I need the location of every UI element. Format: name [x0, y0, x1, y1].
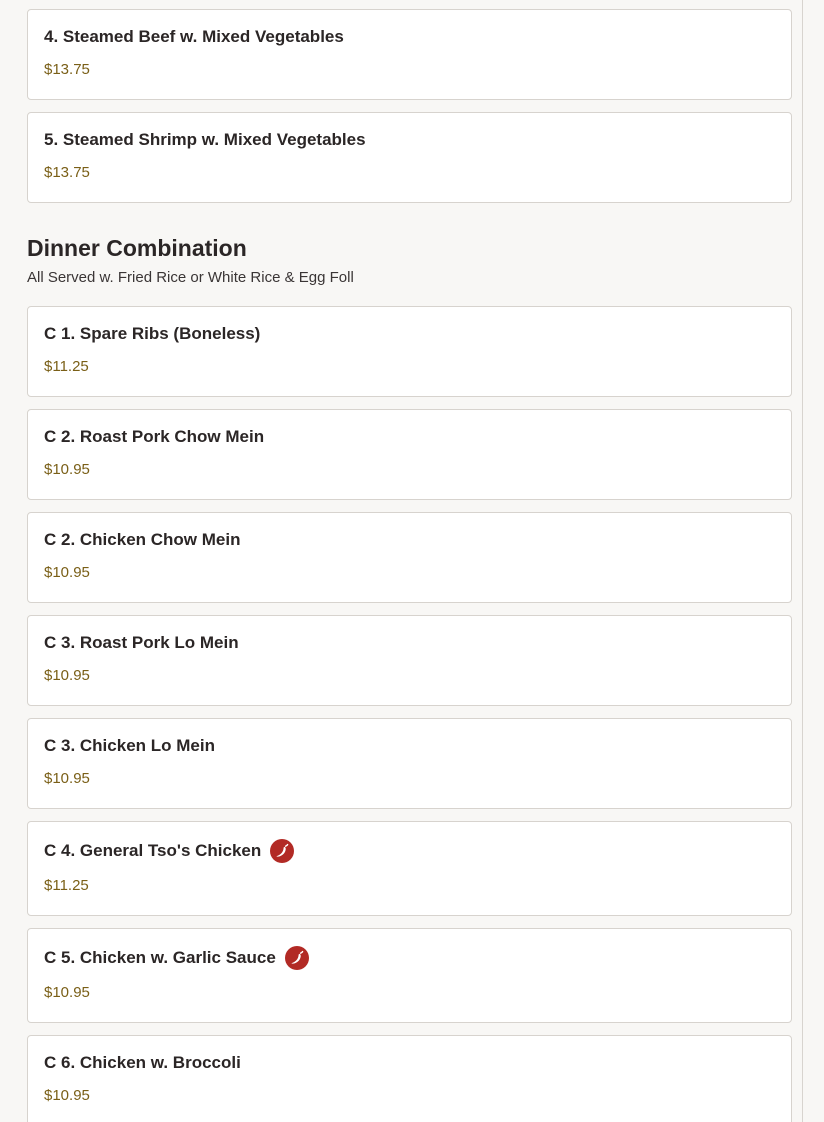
menu-item-name: C 3. Roast Pork Lo Mein — [44, 633, 239, 652]
menu-item-price: $10.95 — [44, 564, 90, 581]
menu-item-card[interactable] — [27, 1035, 792, 1122]
menu-item-card[interactable] — [27, 718, 792, 809]
menu-item-title-row — [44, 945, 775, 971]
menu-item-name: C 1. Spare Ribs (Boneless) — [44, 324, 261, 343]
menu-item-name: C 5. Chicken w. Garlic Sauce — [44, 948, 276, 967]
menu-item-card[interactable] — [27, 409, 792, 500]
menu-item-card[interactable] — [27, 512, 792, 603]
section-title: Dinner Combination — [27, 235, 247, 261]
menu-content — [27, 9, 792, 1122]
section-header — [27, 233, 792, 287]
menu-item-price: $10.95 — [44, 984, 90, 1001]
menu-item-card[interactable] — [27, 306, 792, 397]
menu-item-card[interactable] — [27, 9, 792, 100]
menu-item-price: $10.95 — [44, 1087, 90, 1104]
menu-item-card[interactable] — [27, 821, 792, 916]
chili-pepper-icon-glyph — [274, 843, 290, 859]
chili-pepper-icon — [285, 946, 309, 970]
chili-pepper-icon — [270, 839, 294, 863]
menu-item-title-row — [44, 838, 775, 864]
menu-item-name: C 2. Chicken Chow Mein — [44, 530, 241, 549]
menu-item-name: C 2. Roast Pork Chow Mein — [44, 427, 265, 446]
menu-item-card[interactable] — [27, 112, 792, 203]
scroll-edge-divider — [802, 0, 803, 1122]
menu-item-price: $13.75 — [44, 61, 90, 78]
menu-item-price: $11.25 — [44, 877, 89, 894]
menu-item-price: $11.25 — [44, 358, 89, 375]
section-subtitle: All Served w. Fried Rice or White Rice & Egg Foll — [27, 269, 354, 286]
chili-pepper-icon-glyph — [289, 950, 305, 966]
menu-item-card[interactable] — [27, 615, 792, 706]
menu-item-price: $10.95 — [44, 770, 90, 787]
menu-item-name: C 3. Chicken Lo Mein — [44, 736, 215, 755]
menu-item-price: $13.75 — [44, 164, 90, 181]
menu-item-name: C 6. Chicken w. Broccoli — [44, 1053, 241, 1072]
menu-item-name: C 4. General Tso's Chicken — [44, 841, 262, 860]
menu-item-price: $10.95 — [44, 667, 90, 684]
menu-item-price: $10.95 — [44, 461, 90, 478]
menu-item-name: 5. Steamed Shrimp w. Mixed Vegetables — [44, 130, 366, 149]
menu-item-card[interactable] — [27, 928, 792, 1023]
menu-item-name: 4. Steamed Beef w. Mixed Vegetables — [44, 27, 344, 46]
